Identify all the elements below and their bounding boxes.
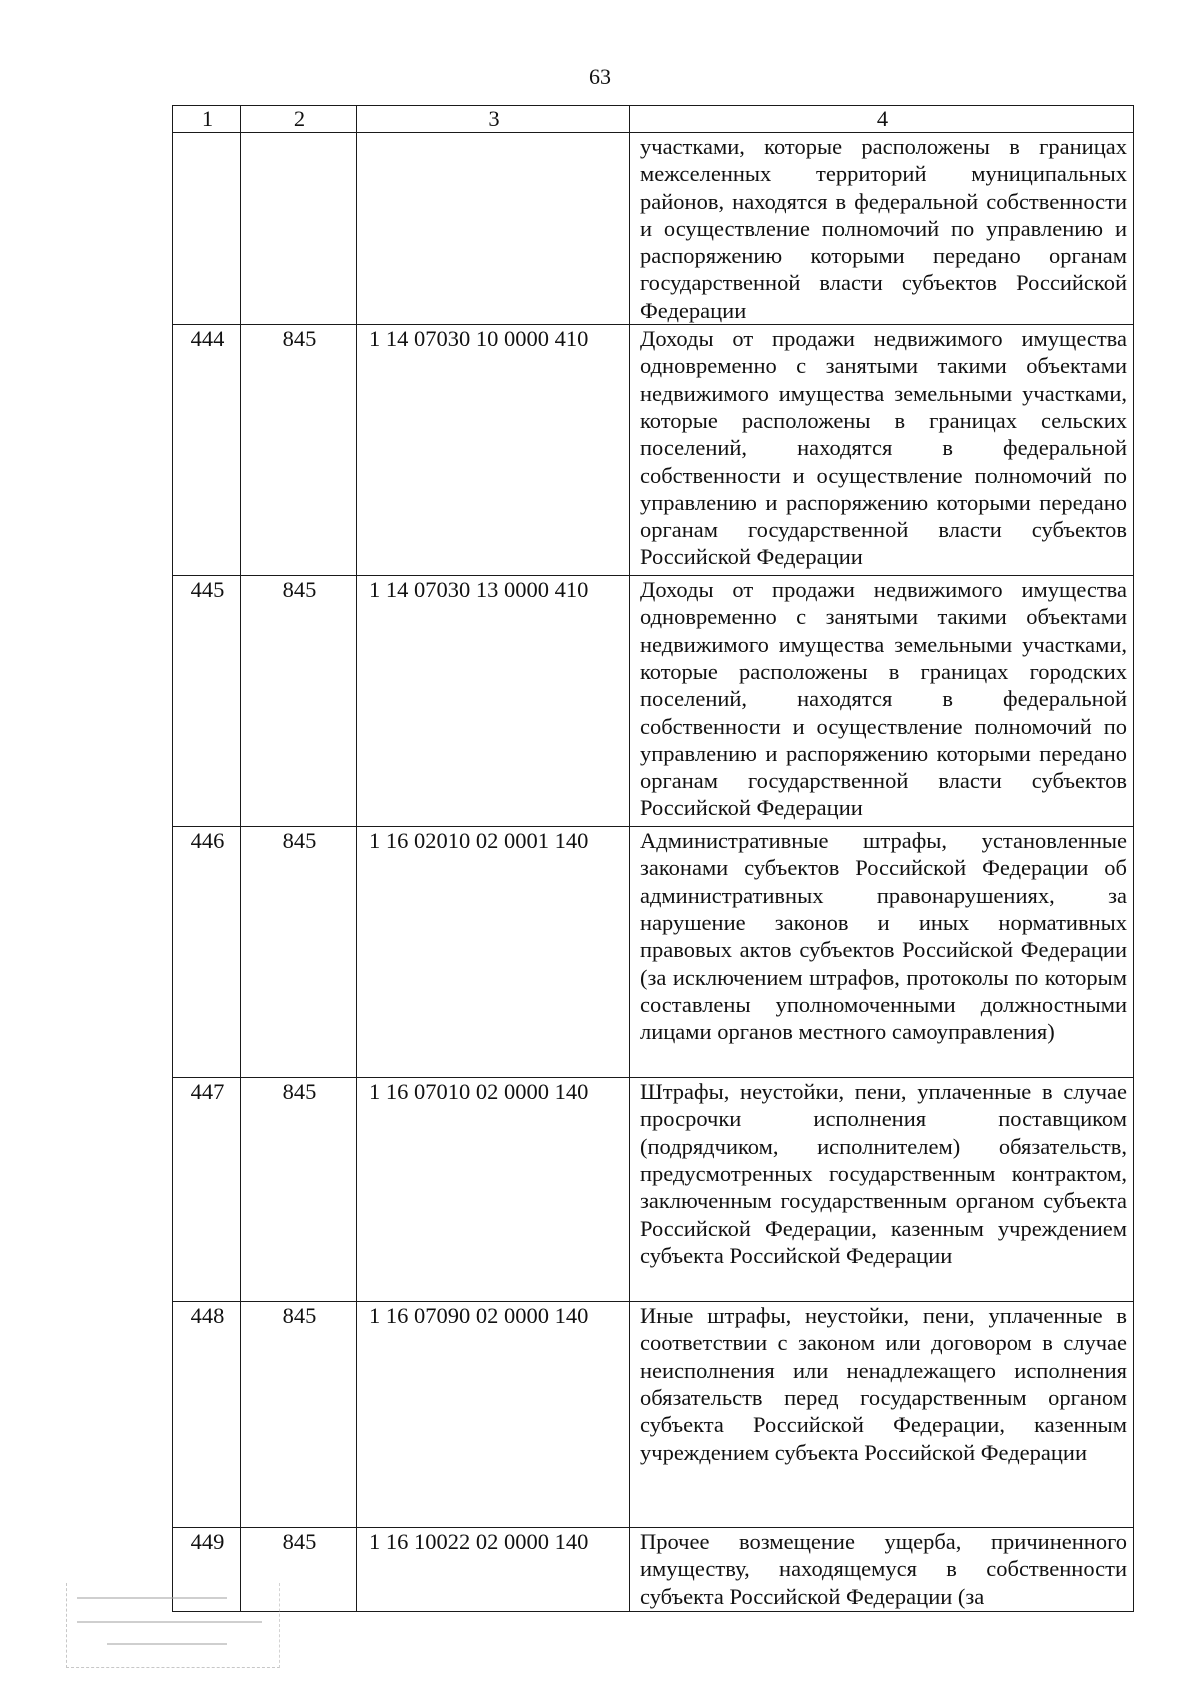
admin-code-cell: 845	[241, 1078, 357, 1302]
description-cell: Доходы от продажи недвижимого имущества одновременно с занятыми такими объектами недвижимого имущества земельными участками, которые расположены в границах городских поселений, находятся в федеральной собственности и осуществление полномочий по управлению и распоряжению которыми передано органам государственной власти субъектов Российской Федерации	[630, 576, 1134, 827]
table-row	[173, 576, 1134, 827]
row-number-cell: 446	[173, 827, 241, 1078]
revenue-code-cell: 1 16 07090 02 0000 140	[357, 1302, 630, 1528]
row-number-cell: 448	[173, 1302, 241, 1528]
revenue-code-cell: 1 14 07030 10 0000 410	[357, 325, 630, 576]
description-cell: Доходы от продажи недвижимого имущества одновременно с занятыми такими объектами недвижимого имущества земельными участками, которые расположены в границах сельских поселений, находятся в федеральной собственности и осуществление полномочий по управлению и распоряжению которыми передано органам государственной власти субъектов Российской Федерации	[630, 325, 1134, 576]
revenue-codes-table	[172, 105, 1134, 1612]
table-row-continuation	[173, 133, 1134, 325]
stamp-line	[77, 1597, 227, 1599]
admin-code-cell: 845	[241, 1528, 357, 1612]
row-number-cell: 445	[173, 576, 241, 827]
row-number-cell	[173, 133, 241, 325]
description-cell: Штрафы, неустойки, пени, уплаченные в случае просрочки исполнения поставщиком (подрядчиком, исполнителем) обязательств, предусмотренных государственным контрактом, заключенным государственным органом субъекта Российской Федерации, казенным учреждением субъекта Российской Федерации	[630, 1078, 1134, 1302]
admin-code-cell: 845	[241, 827, 357, 1078]
description-cell: участками, которые расположены в границах межселенных территорий муниципальных районов, находятся в федеральной собственности и осуществление полномочий по управлению и распоряжению которыми передано органам государственной власти субъектов Российской Федерации	[630, 133, 1134, 325]
revenue-code-cell: 1 16 07010 02 0000 140	[357, 1078, 630, 1302]
table-row	[173, 827, 1134, 1078]
header-cell-4: 4	[630, 106, 1134, 133]
table-row	[173, 1078, 1134, 1302]
description-cell: Иные штрафы, неустойки, пени, уплаченные в соответствии с законом или договором в случае неисполнения или ненадлежащего исполнения обязательств перед государственным органом субъекта Российской Федерации, казенным учреждением субъекта Российской Федерации	[630, 1302, 1134, 1528]
admin-code-cell: 845	[241, 576, 357, 827]
admin-code-cell: 845	[241, 325, 357, 576]
admin-code-cell	[241, 133, 357, 325]
revenue-code-cell: 1 16 02010 02 0001 140	[357, 827, 630, 1078]
header-cell-1: 1	[173, 106, 241, 133]
header-cell-3: 3	[357, 106, 630, 133]
row-number-cell: 444	[173, 325, 241, 576]
header-cell-2: 2	[241, 106, 357, 133]
table-row	[173, 1302, 1134, 1528]
table-header-row	[173, 106, 1134, 133]
stamp-line	[107, 1643, 227, 1645]
page-number: 63	[589, 64, 611, 89]
table-row	[173, 325, 1134, 576]
row-number-cell: 449	[173, 1528, 241, 1612]
table-row	[173, 1528, 1134, 1612]
revenue-code-cell: 1 16 10022 02 0000 140	[357, 1528, 630, 1612]
stamp-line	[77, 1621, 262, 1623]
description-cell: Прочее возмещение ущерба, причиненного имуществу, находящемуся в собственности субъекта Российской Федерации (за	[630, 1528, 1134, 1612]
faint-stamp	[66, 1583, 280, 1668]
admin-code-cell: 845	[241, 1302, 357, 1528]
description-cell: Административные штрафы, установленные законами субъектов Российской Федерации об административных правонарушениях, за нарушение законов и иных нормативных правовых актов субъектов Российской Федерации (за исключением штрафов, протоколы по которым составлены уполномоченными должностными лицами органов местного самоуправления)	[630, 827, 1134, 1078]
revenue-code-cell: 1 14 07030 13 0000 410	[357, 576, 630, 827]
row-number-cell: 447	[173, 1078, 241, 1302]
revenue-code-cell	[357, 133, 630, 325]
